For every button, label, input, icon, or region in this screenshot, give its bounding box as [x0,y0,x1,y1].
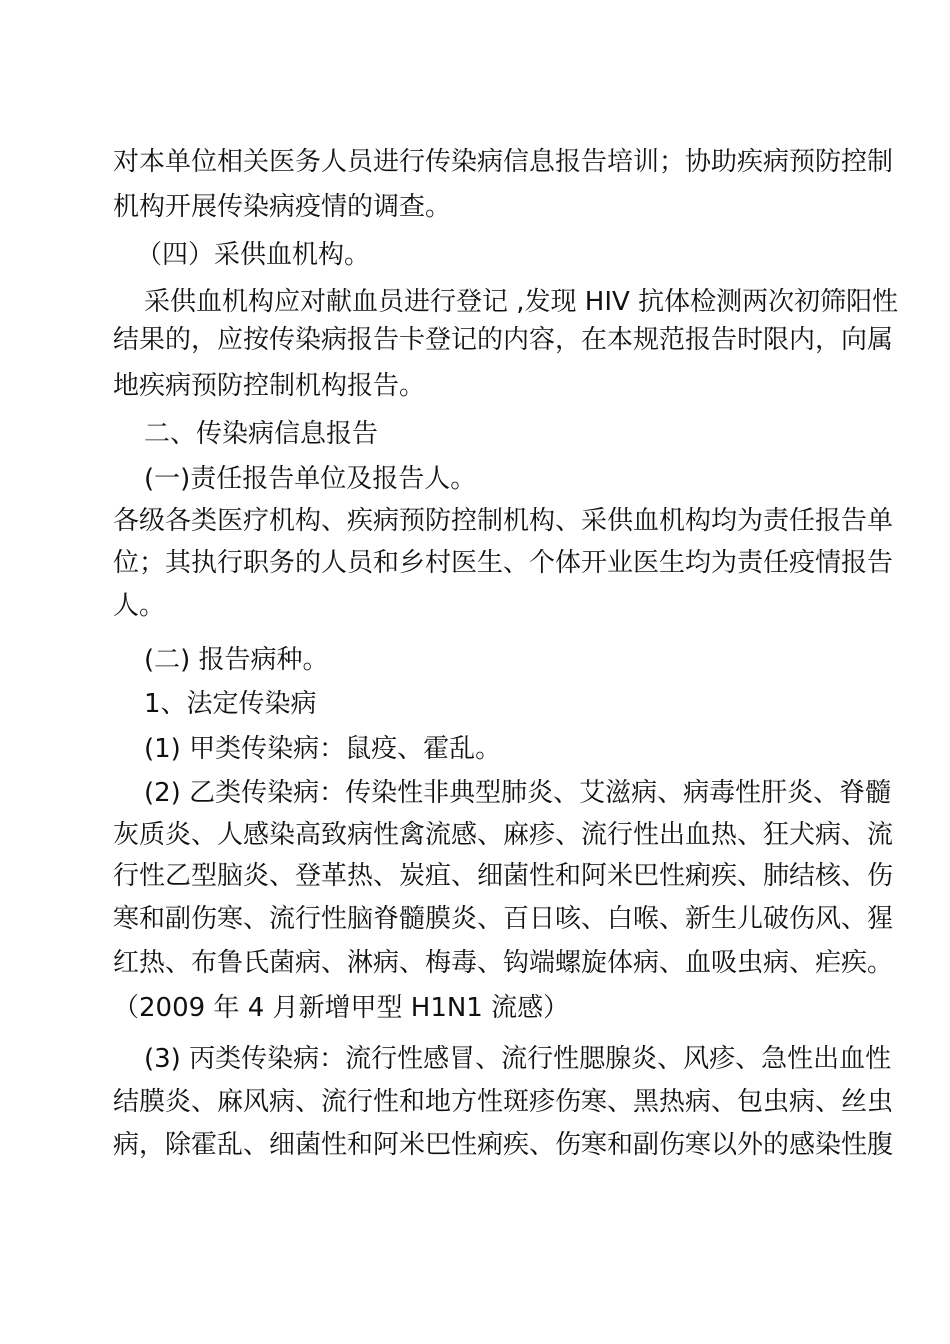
paragraph-line: 灰质炎、人感染高致病性禽流感、麻疹、流行性出血热、狂犬病、流 [113,820,894,850]
subsection-heading: 1、法定传染病 [144,689,317,719]
paragraph-line: 结膜炎、麻风病、流行性和地方性斑疹伤寒、黑热病、包虫病、丝虫 [113,1087,894,1117]
paragraph-line: 行性乙型脑炎、登革热、炭疽、细菌性和阿米巴性痢疾、肺结核、伤 [113,861,894,891]
paragraph-line: 地疾病预防控制机构报告。 [113,371,426,401]
paragraph-line: 各级各类医疗机构、疾病预防控制机构、采供血机构均为责任报告单 [113,506,894,536]
subsection-heading: (二) 报告病种。 [144,645,329,675]
paragraph-line: 病，除霍乱、细菌性和阿米巴性痢疾、伤寒和副伤寒以外的感染性腹 [113,1130,894,1160]
list-item: (3) 丙类传染病：流行性感冒、流行性腮腺炎、风疹、急性出血性 [144,1044,892,1074]
subsection-heading: (一)责任报告单位及报告人。 [144,464,477,494]
paragraph-line: 人。 [113,591,166,621]
paragraph-line: 机构开展传染病疫情的调查。 [113,192,452,222]
list-item: (1) 甲类传染病：鼠疫、霍乱。 [144,734,502,764]
paragraph-line: 红热、布鲁氏菌病、淋病、梅毒、钩端螺旋体病、血吸虫病、疟疾。 [113,948,894,978]
paragraph-line: 位；其执行职务的人员和乡村医生、个体开业医生均为责任疫情报告 [113,548,894,578]
paragraph-line: （2009 年 4 月新增甲型 H1N1 流感） [113,993,570,1023]
section-heading: （四）采供血机构。 [136,240,371,270]
section-heading: 二、传染病信息报告 [144,419,379,449]
paragraph-line: 采供血机构应对献血员进行登记 ,发现 HIV 抗体检测两次初筛阳性 [144,287,899,317]
paragraph-line: 结果的，应按传染病报告卡登记的内容，在本规范报告时限内，向属 [113,325,894,355]
paragraph-line: 对本单位相关医务人员进行传染病信息报告培训；协助疾病预防控制 [113,147,894,177]
list-item: (2) 乙类传染病：传染性非典型肺炎、艾滋病、病毒性肝炎、脊髓 [144,778,892,808]
paragraph-line: 寒和副伤寒、流行性脑脊髓膜炎、百日咳、白喉、新生儿破伤风、猩 [113,904,894,934]
